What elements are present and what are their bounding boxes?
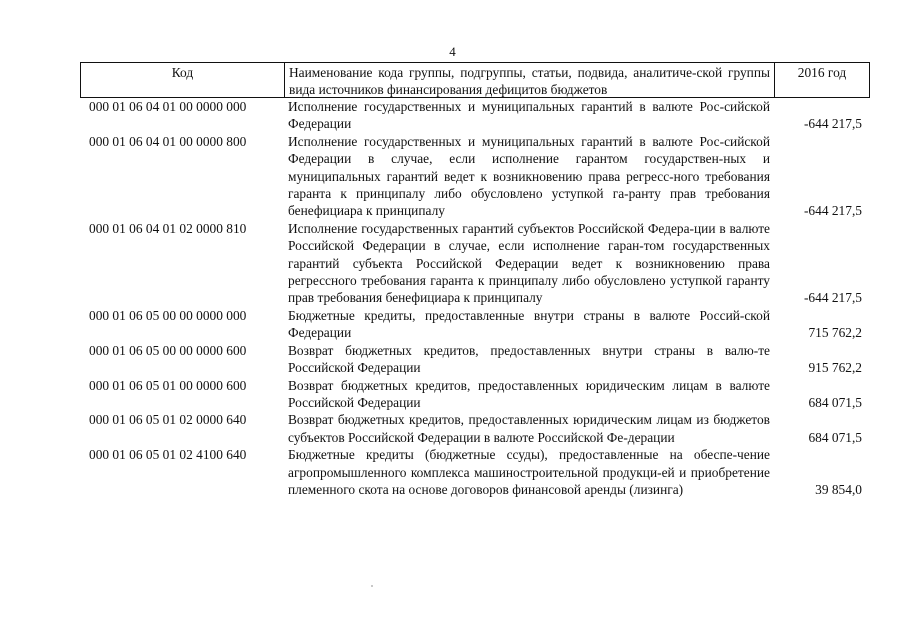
row-code: 000 01 06 05 01 02 0000 640 <box>89 412 247 428</box>
row-name: Бюджетные кредиты (бюджетные ссуды), предоставленные на обеспе-чение агропромышленного комплекса машиностроительной продукци-ей и приобретение племенного скота на основе договоров финансовой аренды (лизинга) <box>288 447 770 497</box>
table-header <box>80 62 870 98</box>
header-code: Код <box>81 63 285 97</box>
row-code: 000 01 06 04 01 00 0000 800 <box>89 133 247 149</box>
row-value: -644 217,5 <box>803 290 862 306</box>
row-code: 000 01 06 05 00 00 0000 000 <box>89 307 247 323</box>
table-row <box>80 342 870 377</box>
row-value: 915 762,2 <box>808 360 862 376</box>
row-code: 000 01 06 05 00 00 0000 600 <box>89 342 247 358</box>
table-row <box>80 98 870 133</box>
row-value: 715 762,2 <box>808 325 862 341</box>
row-code: 000 01 06 04 01 00 0000 000 <box>89 99 247 114</box>
table-row <box>80 446 870 498</box>
row-value: -644 217,5 <box>803 116 862 132</box>
table-row <box>80 411 870 446</box>
row-name: Исполнение государственных и муниципальных гарантий в валюте Рос-сийской Федерации <box>288 99 770 132</box>
row-name: Возврат бюджетных кредитов, предоставленных юридическим лицам из бюджетов субъектов Российской Федерации в валюте Российской Фе-дерации <box>288 412 770 445</box>
table-row <box>80 133 870 220</box>
table-body <box>80 98 870 498</box>
table-row <box>80 377 870 412</box>
row-name: Исполнение государственных и муниципальных гарантий в валюте Рос-сийской Федерации в случае, если исполнение гарантом государствен-ных и муниципальных гарантий ведет к возникновению права регресс-ного требования гаранта к принципалу либо обусловлено уступкой га-ранту прав требования бенефициара к принципалу <box>288 133 770 219</box>
scan-speck <box>371 585 373 587</box>
row-name: Исполнение государственных гарантий субъектов Российской Федера-ции в валюте Российской Федерации в случае, если исполнение гаран-том государственных гарантий субъекта Российской Федерации ведет к возникновению права регрессного требования гаранта к принципалу либо обусловлено уступкой гаранту прав требования бенефициара к принципалу <box>288 220 770 306</box>
row-code: 000 01 06 04 01 02 0000 810 <box>89 220 247 236</box>
row-code: 000 01 06 05 01 02 4100 640 <box>89 447 247 463</box>
row-value: 39 854,0 <box>815 481 862 497</box>
header-name: Наименование кода группы, подгруппы, статьи, подвида, аналитиче-ской группы вида источников финансирования дефицитов бюджетов <box>285 63 775 97</box>
row-name: Бюджетные кредиты, предоставленные внутри страны в валюте Россий-ской Федерации <box>288 307 770 341</box>
table-row <box>80 307 870 342</box>
header-year: 2016 год <box>797 65 847 80</box>
row-name: Возврат бюджетных кредитов, предоставленных внутри страны в валю-те Российской Федерации <box>288 342 770 376</box>
row-code: 000 01 06 05 01 00 0000 600 <box>89 377 247 393</box>
page-number: 4 <box>449 44 456 59</box>
row-value: -644 217,5 <box>803 203 862 219</box>
row-value: 684 071,5 <box>808 429 862 445</box>
row-value: 684 071,5 <box>808 394 862 410</box>
table-row <box>80 220 870 307</box>
row-name: Возврат бюджетных кредитов, предоставленных юридическим лицам в валюте Российской Федерации <box>288 377 770 410</box>
